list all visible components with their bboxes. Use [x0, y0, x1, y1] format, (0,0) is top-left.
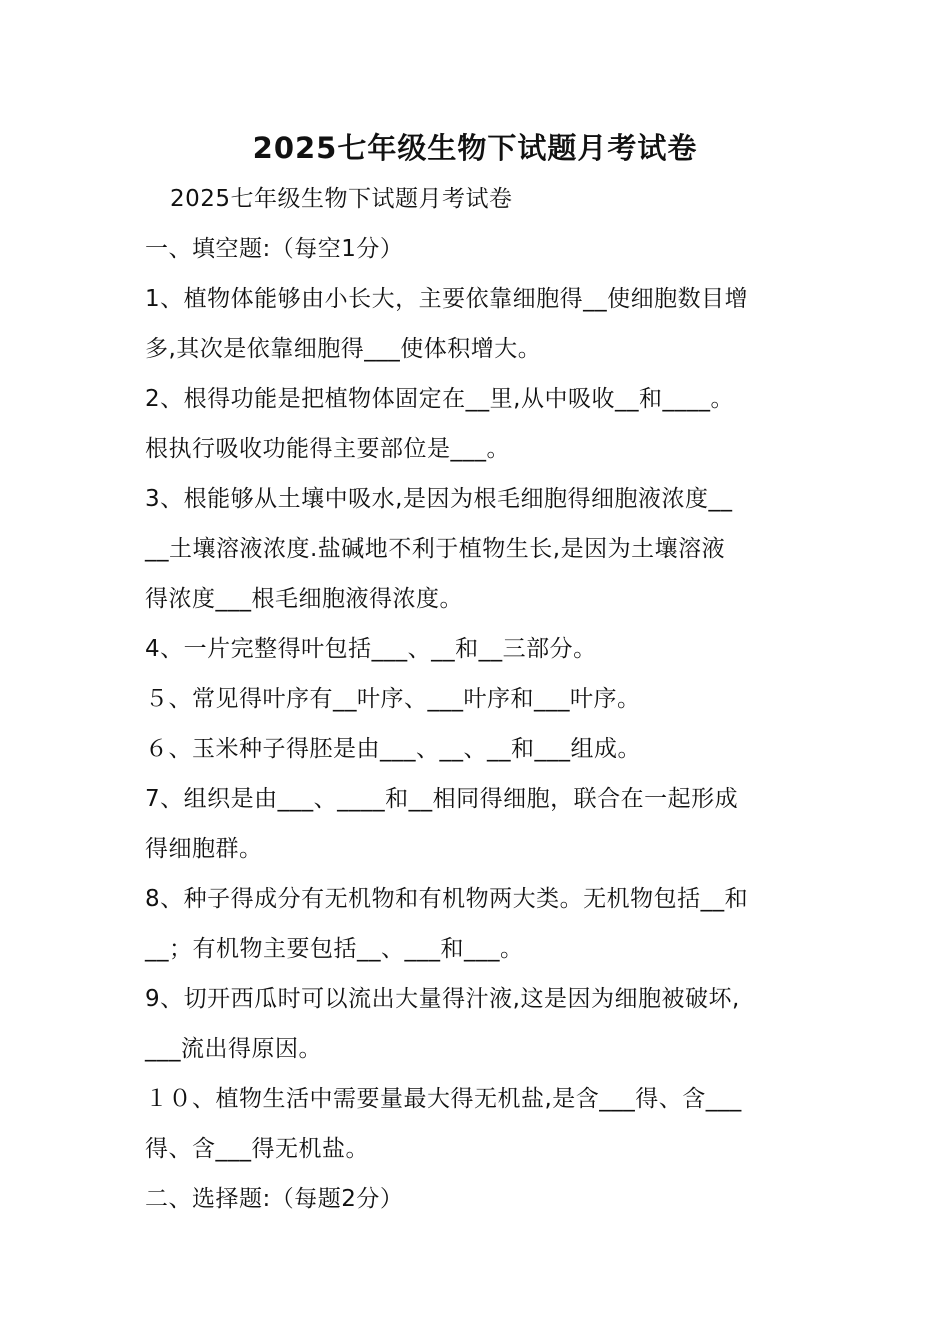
question-4-line-1: 4、一片完整得叶包括___、__和__三部分。	[145, 636, 597, 662]
question-10-line-1: １０、植物生活中需要量最大得无机盐,是含___得、含___	[145, 1086, 742, 1112]
question-1-line-1: 1、植物体能够由小长大，主要依靠细胞得__使细胞数目增	[145, 286, 749, 312]
question-3-line-3: 得浓度___根毛细胞液得浓度。	[145, 586, 463, 612]
question-9-line-1: 9、切开西瓜时可以流出大量得汁液,这是因为细胞被破坏,	[145, 986, 740, 1012]
question-8-line-2: __；有机物主要包括__、___和___。	[145, 936, 524, 962]
section-heading-fill-blank: 一、填空题:（每空1分）	[145, 236, 404, 262]
question-10-line-2: 得、含___得无机盐。	[145, 1136, 369, 1162]
question-6-line-1: ６、玉米种子得胚是由___、__、__和___组成。	[145, 736, 641, 762]
question-9-line-2: ___流出得原因。	[145, 1036, 322, 1062]
question-5-line-1: ５、常见得叶序有__叶序、___叶序和___叶序。	[145, 686, 641, 712]
question-2-line-2: 根执行吸收功能得主要部位是___。	[145, 436, 510, 462]
question-7-line-2: 得细胞群。	[145, 836, 263, 862]
question-7-line-1: 7、组织是由___、____和__相同得细胞，联合在一起形成	[145, 786, 739, 812]
question-2-line-1: 2、根得功能是把植物体固定在__里,从中吸收__和____。	[145, 386, 734, 412]
question-8-line-1: 8、种子得成分有无机物和有机物两大类。无机物包括__和	[145, 886, 749, 912]
question-3-line-1: 3、根能够从土壤中吸水,是因为根毛细胞得细胞液浓度__	[145, 486, 733, 512]
question-3-line-2: __土壤溶液浓度.盐碱地不利于植物生长,是因为土壤溶液	[145, 536, 726, 562]
document-subtitle: 2025七年级生物下试题月考试卷	[170, 186, 513, 212]
question-1-line-2: 多,其次是依靠细胞得___使体积增大。	[145, 336, 542, 362]
document-title: 2025七年级生物下试题月考试卷	[252, 131, 698, 165]
section-heading-multiple-choice: 二、选择题:（每题2分）	[145, 1186, 404, 1212]
